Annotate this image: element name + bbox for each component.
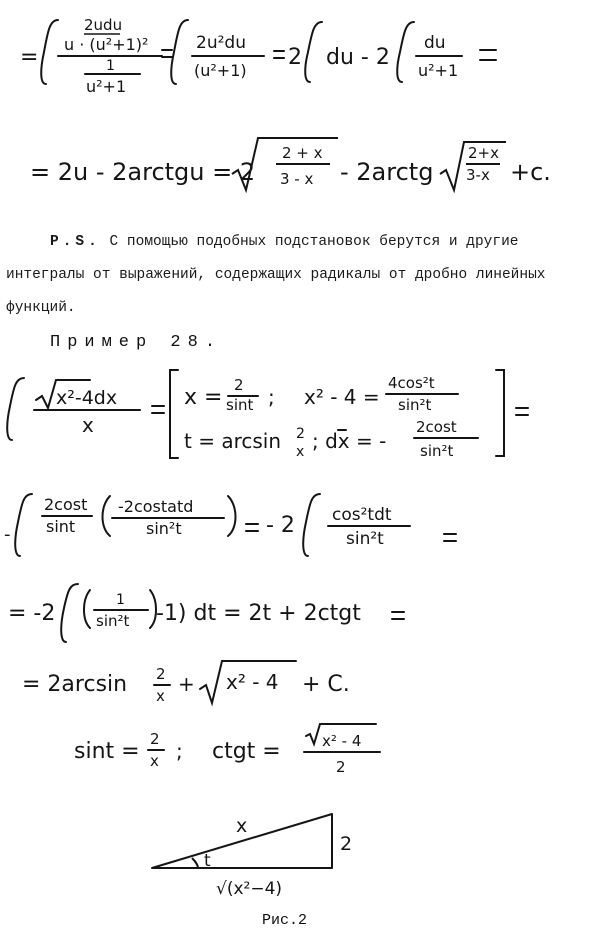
svg-text:du - 2: du - 2 <box>326 45 390 70</box>
svg-text:1: 1 <box>106 58 115 74</box>
svg-text:2: 2 <box>296 426 305 442</box>
svg-text:;: ; <box>268 385 275 409</box>
angle-label: t <box>204 851 211 871</box>
example-line-4 <box>0 655 597 715</box>
svg-text:ctgt =: ctgt = <box>212 739 281 764</box>
example-line-1-svg <box>0 360 597 470</box>
svg-text:; dx = -: ; dx = - <box>312 429 387 453</box>
example-line-5-svg <box>0 718 597 788</box>
svg-text:2+x: 2+x <box>468 144 499 162</box>
svg-text:2u²du: 2u²du <box>196 33 246 53</box>
svg-text:-2costatd: -2costatd <box>118 497 194 516</box>
svg-text:u²+1: u²+1 <box>86 77 127 96</box>
svg-text:x²-4dx: x²-4dx <box>56 387 118 409</box>
svg-text:-: - <box>4 524 11 545</box>
svg-text:t = arcsin: t = arcsin <box>184 429 282 453</box>
vertical-leg-label: 2 <box>340 833 353 855</box>
derivation-line-2-svg <box>0 130 597 210</box>
svg-text:+: + <box>178 672 195 696</box>
svg-text:sin²t: sin²t <box>346 529 384 549</box>
svg-text:x: x <box>82 413 94 437</box>
svg-text:(u²+1): (u²+1) <box>194 61 247 80</box>
ps-text: С помощью подобных подстановок берутся и другие интегралы от выражений, содержащих радикалы от дробно линейных функций. <box>6 234 546 316</box>
svg-text:= 2arcsin: = 2arcsin <box>22 672 128 697</box>
svg-text:x: x <box>156 687 165 705</box>
svg-text:2: 2 <box>336 758 346 776</box>
example-line-3-svg <box>0 580 597 650</box>
svg-text:= 2u - 2arctgu = 2: = 2u - 2arctgu = 2 <box>30 158 256 186</box>
svg-text:2udu: 2udu <box>84 16 123 34</box>
example-line-1 <box>0 360 597 470</box>
svg-text:2cost: 2cost <box>416 418 457 436</box>
example-line-5 <box>0 718 597 788</box>
svg-text:= -2: = -2 <box>8 601 56 626</box>
derivation-line-2 <box>0 130 597 210</box>
hypotenuse-label: x <box>236 815 248 837</box>
svg-text:+c.: +c. <box>510 158 551 186</box>
svg-text:x: x <box>150 752 159 770</box>
svg-text:- 2: - 2 <box>266 513 295 538</box>
svg-text:sin²t: sin²t <box>420 442 454 460</box>
svg-text:sin²t: sin²t <box>96 612 130 630</box>
derivation-line-1-svg <box>0 0 597 110</box>
example-line-4-svg <box>0 655 597 715</box>
horizontal-leg-label: √(x²−4) <box>216 879 283 899</box>
svg-text:1: 1 <box>116 592 125 608</box>
svg-text:2: 2 <box>150 730 160 748</box>
svg-text:2: 2 <box>234 376 244 394</box>
svg-text:x =: x = <box>184 385 223 410</box>
triangle-figure <box>140 800 380 905</box>
svg-text:u · (u²+1)²: u · (u²+1)² <box>64 35 149 54</box>
svg-text:sint: sint <box>226 396 254 414</box>
svg-text:x: x <box>296 444 305 460</box>
example-title: Пример 28. <box>50 333 223 352</box>
svg-text:x² - 4 =: x² - 4 = <box>304 385 380 409</box>
svg-text:2cost: 2cost <box>44 495 88 514</box>
svg-text:sint =: sint = <box>74 739 140 764</box>
svg-text:=: = <box>20 45 39 70</box>
svg-text:u²+1: u²+1 <box>418 61 459 80</box>
svg-text:du: du <box>424 33 446 53</box>
svg-text:- 2arctg: - 2arctg <box>340 158 434 186</box>
figure-caption: Рис.2 <box>262 912 308 929</box>
svg-text:-1) dt = 2t + 2ctgt: -1) dt = 2t + 2ctgt <box>156 601 361 626</box>
angle-arc <box>192 858 198 868</box>
svg-text:sin²t: sin²t <box>398 396 432 414</box>
example-line-3 <box>0 580 597 650</box>
svg-text:x² - 4: x² - 4 <box>226 670 279 694</box>
svg-text:x² - 4: x² - 4 <box>322 732 362 750</box>
derivation-line-1 <box>0 0 597 110</box>
svg-text:4cos²t: 4cos²t <box>388 374 435 392</box>
svg-text:2: 2 <box>288 45 302 70</box>
svg-text:2 + x: 2 + x <box>282 144 323 162</box>
example-line-2-svg <box>0 478 597 568</box>
svg-text:3-x: 3-x <box>466 166 490 184</box>
triangle-svg <box>140 800 380 905</box>
ps-note <box>6 226 591 325</box>
example-line-2 <box>0 478 597 568</box>
svg-text:2: 2 <box>156 665 166 683</box>
svg-text:sint: sint <box>46 517 76 536</box>
svg-text:sin²t: sin²t <box>146 519 182 538</box>
svg-text:;: ; <box>176 739 183 763</box>
ps-label: P.S. <box>50 234 101 250</box>
svg-text:3 - x: 3 - x <box>280 170 314 188</box>
svg-text:+ C.: + C. <box>302 672 350 697</box>
svg-text:cos²tdt: cos²tdt <box>332 505 392 525</box>
